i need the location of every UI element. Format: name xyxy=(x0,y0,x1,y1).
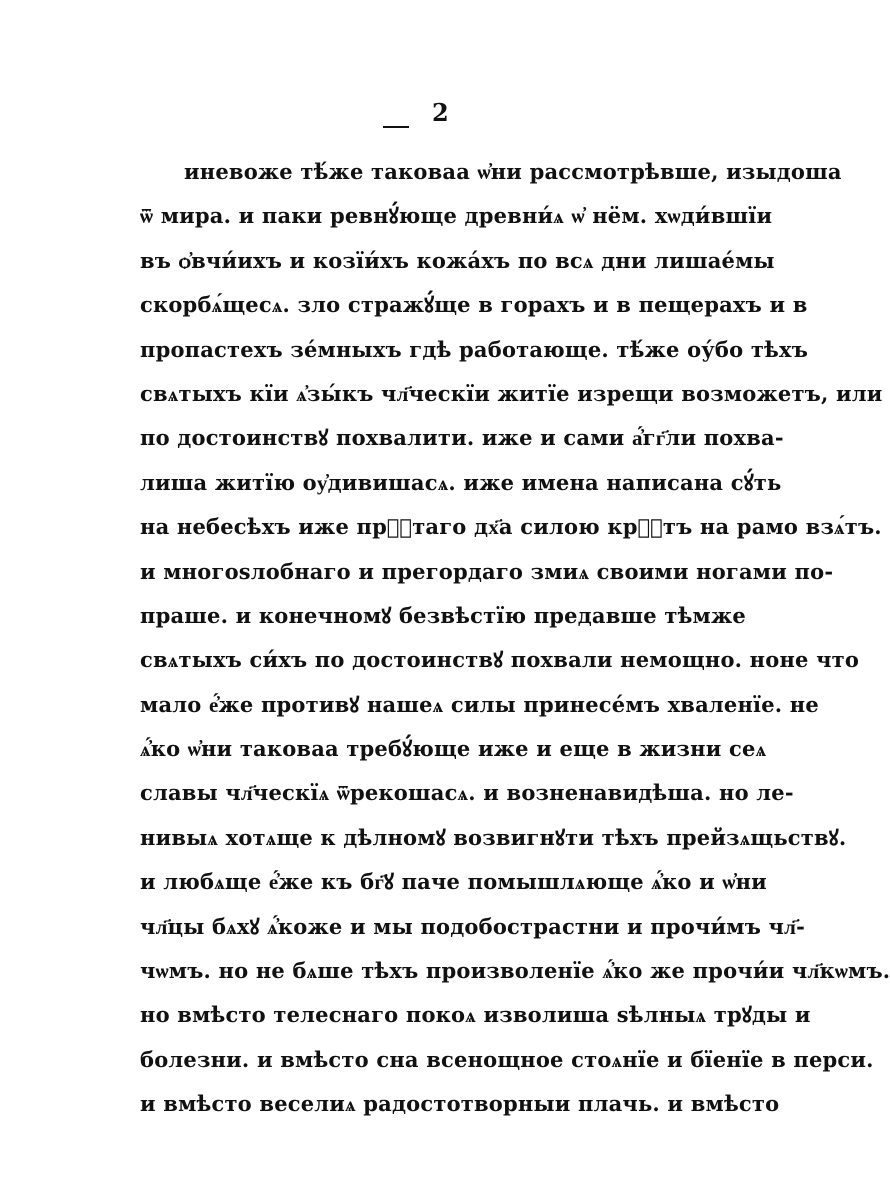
text-line: и многоѕлобнаго и прегордаго змиѧ своими ногами по- xyxy=(140,558,834,584)
text-line: но вмѣсто телеснаго покоѧ изволиша ѕѣлныѧ трꙋды и xyxy=(140,1002,811,1028)
page-number-dash xyxy=(383,126,409,128)
text-line: болезни. и вмѣсто сна всенощное стоѧнїе и бїенїе в перси. xyxy=(140,1046,874,1072)
text-line: лиша житїю оу҆дивишасѧ. иже имена написана сꙋ́ть xyxy=(140,469,782,495)
text-line: и любѧще е҆́же къ бг҃ꙋ паче помышлѧюще ѧ҆́ко и ѡ҆ни xyxy=(140,869,767,895)
text-line: нивыѧ хотѧще к дѣлномꙋ возвигнꙋти тѣхъ прейзѧщьствꙋ. xyxy=(140,824,847,850)
text-line: ѿ мира. и паки ревнꙋ́юще древни́ѧ ѡ҆ нём. хѡди́вшїи xyxy=(140,203,773,229)
page-number: 2 xyxy=(432,98,449,127)
text-line: и вмѣсто веселиѧ радостотворныи плачь. и вмѣсто xyxy=(140,1091,780,1117)
text-line: иневоже тѣ́же таковаа ѡ҆ни рассмотрѣвше, изыдоша xyxy=(184,159,842,184)
text-line: свѧтыхъ си́хъ по достоинствꙋ похвали немощно. ноне что xyxy=(140,647,860,673)
text-line: въ ѻ҆вчи́ихъ и козїи́хъ кожа́хъ по всѧ дни лишае́мы xyxy=(140,247,775,273)
text-line: ѧ҆́ко ѡ҆ни таковаа требꙋ́юще иже и еще в жизни сеѧ xyxy=(140,736,767,762)
text-line: славы чл҃ческїѧ ѿрекошасѧ. и возненавидѣша. но ле- xyxy=(140,780,794,806)
text-line: по достоинствꙋ похвалити. иже и сами а҆́гг҃ли похва- xyxy=(140,425,784,451)
text-line: праше. и конечномꙋ безвѣстїю предавше тѣмже xyxy=(140,602,746,628)
text-line: мало е҆́же противꙋ нашеѧ силы принесе́мъ хваленїе. не xyxy=(140,691,819,717)
text-line: чл҃цы бѧхꙋ ѧ҆́коже и мы подобострастни и прочи́мъ чл҃- xyxy=(140,913,806,939)
body-text xyxy=(140,150,890,1127)
text-line: пропастехъ зе́мныхъ гдѣ работающе. тѣ́же оу́бо тѣхъ xyxy=(140,336,809,362)
text-line: чѡмъ. но не бѧше тѣхъ произволенїе ѧ҆́ко же прочи́и чл҃кѡмъ. xyxy=(140,958,890,984)
text-line: скорбѧ́щесѧ. зло стражꙋ́ще в горахъ и в пещерахъ и в xyxy=(140,292,808,318)
text-line: свѧтыхъ кїи ѧ҆зы́къ чл҃ческїи житїе изрещи возможетъ, или xyxy=(140,380,883,406)
text-line: на небесѣхъ иже прⷭ҇таго дх҃а силою крⷭ҇тъ на рамо взѧ́тъ. xyxy=(140,514,882,540)
